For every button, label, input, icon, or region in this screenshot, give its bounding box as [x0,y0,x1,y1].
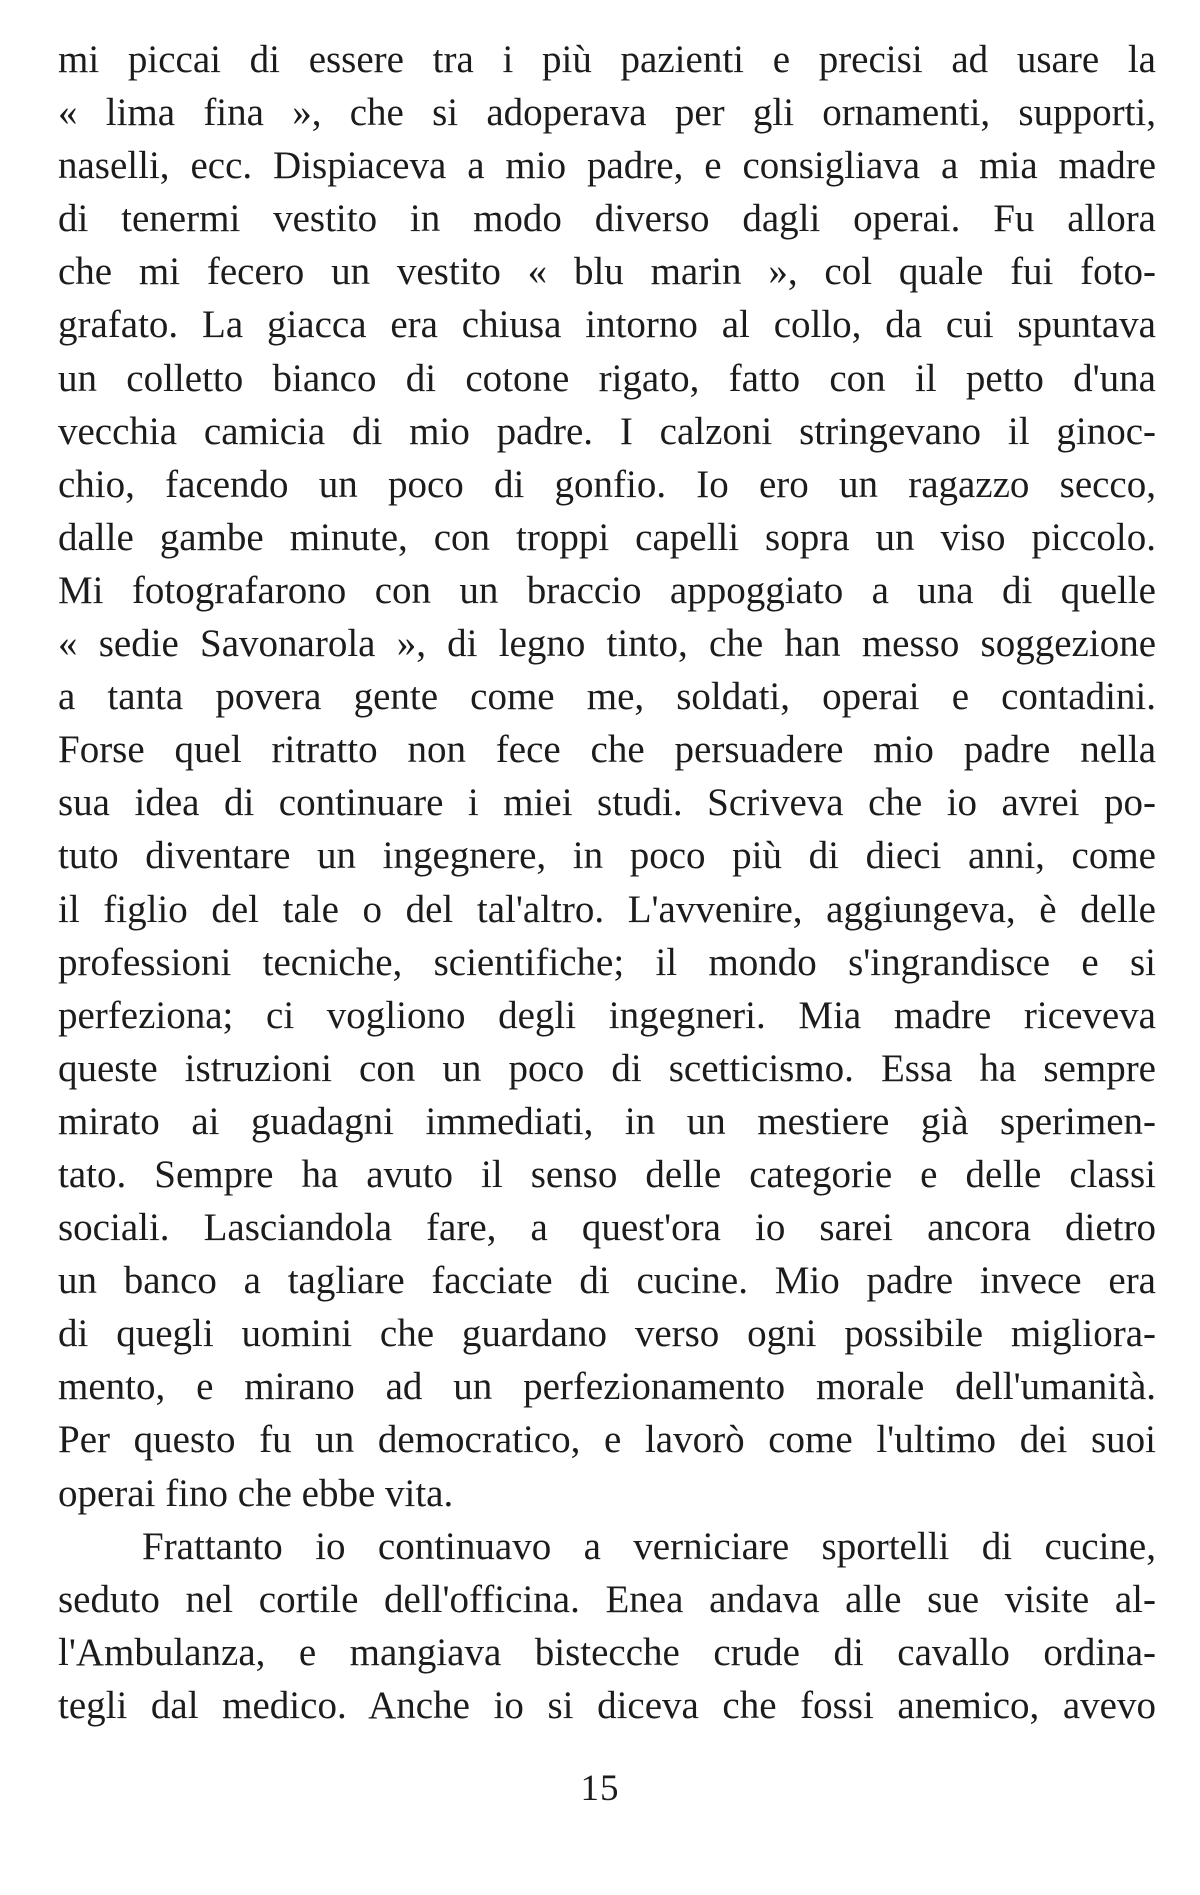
text-line: Per questo fu un democratico, e lavorò come l'ultimo dei suoi [58,1418,1156,1462]
text-line: che mi fecero un vestito « blu marin », col quale fui foto- [58,250,1156,294]
page-number: 15 [580,1768,620,1809]
text-line: Frattanto io continuavo a verniciare sportelli di cucine, [142,1524,1156,1568]
text-line: Mi fotografarono con un braccio appoggiato a una di quelle [58,568,1156,612]
text-line: un banco a tagliare facciate di cucine. Mio padre invece era [58,1259,1156,1303]
paragraph-2 [58,1520,1156,1732]
text-line: il figlio del tale o del tal'altro. L'avvenire, aggiungeva, è delle [58,887,1156,931]
paragraph-1 [58,33,1156,1520]
text-line: seduto nel cortile dell'officina. Enea andava alle sue visite al- [58,1577,1156,1621]
body-text [58,33,1156,1732]
text-line: mento, e mirano ad un perfezionamento morale dell'umanità. [58,1365,1156,1409]
text-line: dalle gambe minute, con troppi capelli sopra un viso piccolo. [58,515,1156,559]
text-line: tuto diventare un ingegnere, in poco più di dieci anni, come [58,834,1156,878]
text-line: di quegli uomini che guardano verso ogni possibile migliora- [58,1312,1156,1356]
text-line: operai fino che ebbe vita. [58,1471,454,1515]
text-line: mirato ai guadagni immediati, in un mestiere già sperimen- [58,1099,1156,1143]
text-line: tato. Sempre ha avuto il senso delle categorie e delle classi [58,1152,1156,1196]
text-line: « sedie Savonarola », di legno tinto, che han messo soggezione [58,622,1156,666]
text-line: Forse quel ritratto non fece che persuadere mio padre nella [58,728,1156,772]
text-line: « lima fina », che si adoperava per gli ornamenti, supporti, [58,91,1156,135]
text-line: perfeziona; ci vogliono degli ingegneri. Mia madre riceveva [58,993,1156,1037]
text-line: grafato. La giacca era chiusa intorno al collo, da cui spuntava [58,303,1156,347]
text-line: sociali. Lasciandola fare, a quest'ora io sarei ancora dietro [58,1206,1156,1250]
text-line: mi piccai di essere tra i più pazienti e precisi ad usare la [58,38,1156,81]
text-line: queste istruzioni con un poco di scetticismo. Essa ha sempre [58,1046,1156,1090]
text-line: di tenermi vestito in modo diverso dagli operai. Fu allora [58,197,1156,241]
text-line: professioni tecniche, scientifiche; il mondo s'ingrandisce e si [58,940,1156,984]
text-line: a tanta povera gente come me, soldati, operai e contadini. [58,675,1156,719]
text-line: sua idea di continuare i miei studi. Scriveva che io avrei po- [58,781,1156,825]
text-line: l'Ambulanza, e mangiava bistecche crude di cavallo ordina- [58,1630,1156,1674]
text-line: vecchia camicia di mio padre. I calzoni stringevano il ginoc- [58,409,1156,453]
text-line: naselli, ecc. Dispiaceva a mio padre, e consigliava a mia madre [58,144,1156,188]
text-line: chio, facendo un poco di gonfio. Io ero un ragazzo secco, [58,462,1156,506]
text-line: un colletto bianco di cotone rigato, fatto con il petto d'una [58,356,1156,400]
text-line: tegli dal medico. Anche io si diceva che fossi anemico, avevo [58,1683,1156,1727]
